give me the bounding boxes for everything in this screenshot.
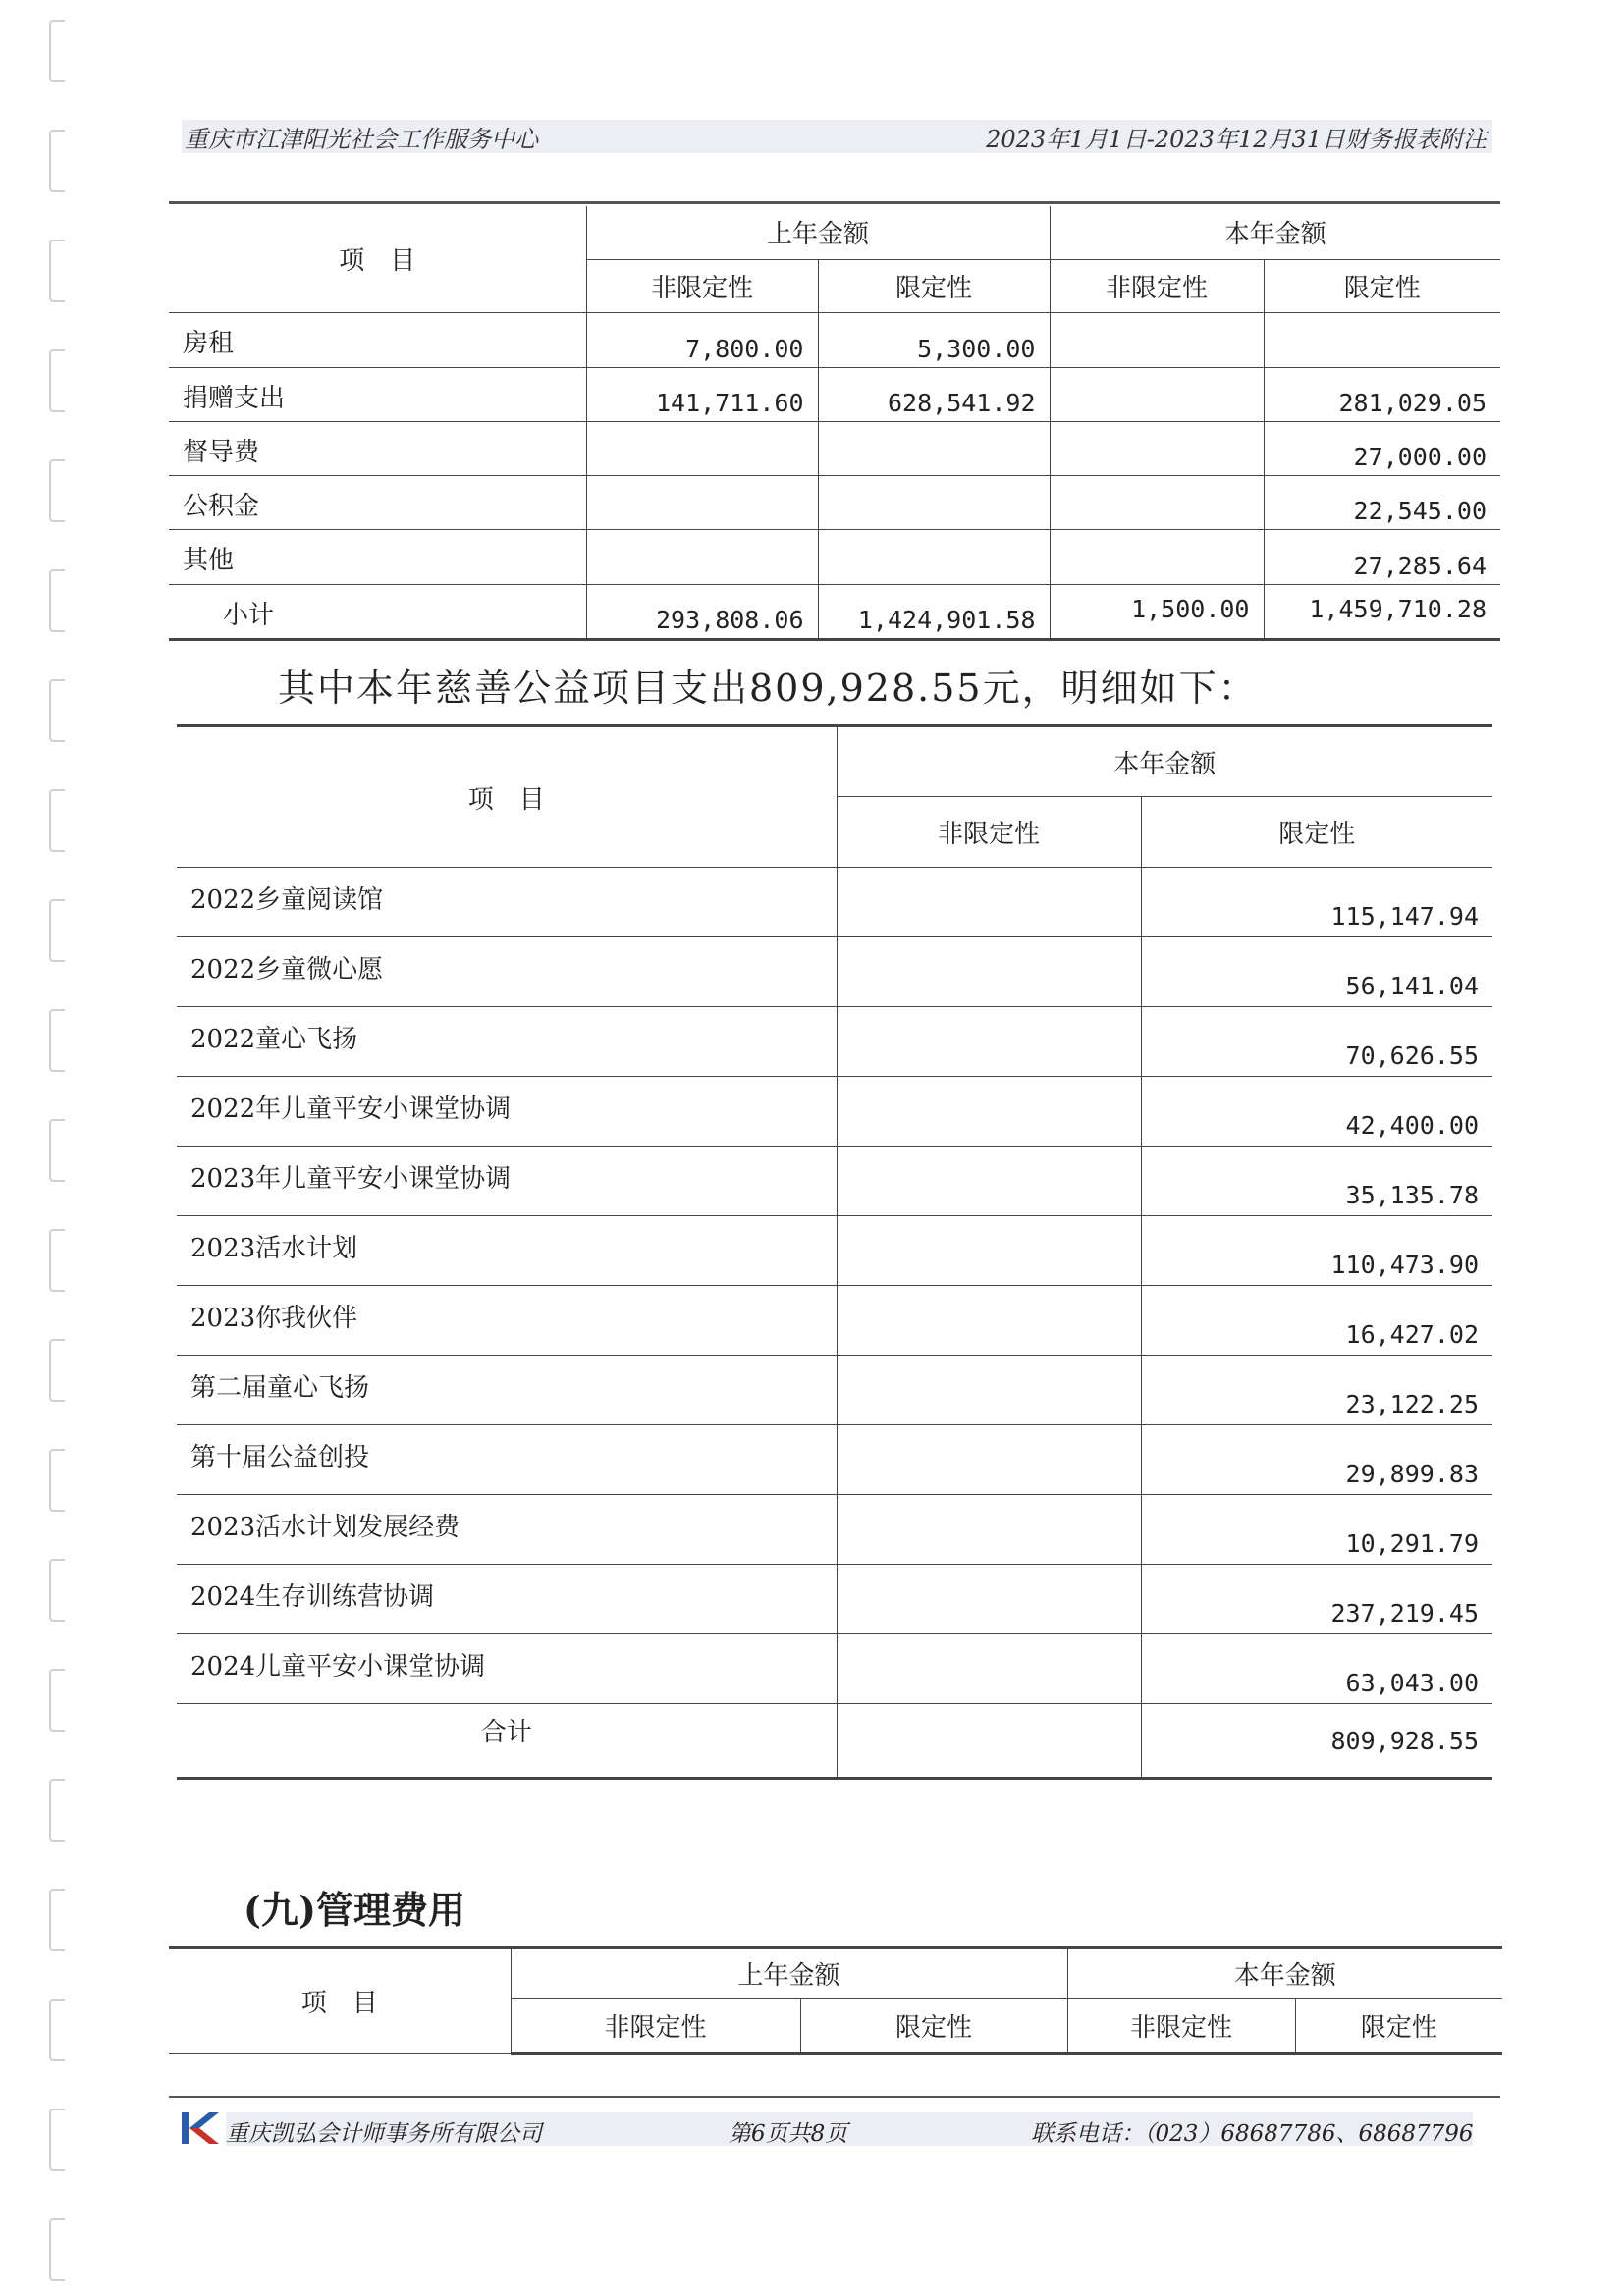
table-row (177, 1007, 1492, 1077)
admin-expense-table (169, 1946, 1502, 2055)
binding-hole (49, 240, 65, 302)
curr-nonrestricted-value (1050, 475, 1264, 529)
curr-restricted-value: 1,459,710.28 (1264, 584, 1500, 639)
table-row (169, 367, 1500, 421)
sub-curr-nonrestricted: 非限定性 (1067, 1999, 1295, 2054)
project-name: 2022乡童微心愿 (177, 937, 837, 1007)
table-row (169, 475, 1500, 529)
binding-hole (49, 1449, 65, 1512)
nonrestricted-value (837, 1495, 1141, 1565)
binding-hole (49, 1559, 65, 1622)
prev-restricted-value: 628,541.92 (818, 367, 1050, 421)
restricted-value: 237,219.45 (1141, 1565, 1492, 1634)
curr-nonrestricted-value (1050, 529, 1264, 584)
curr-nonrestricted-value: 1,500.00 (1050, 584, 1264, 639)
restricted-value: 16,427.02 (1141, 1286, 1492, 1356)
prev-nonrestricted-value: 293,808.06 (586, 584, 818, 639)
firm-logo-icon (180, 2110, 223, 2146)
binding-hole (49, 2109, 65, 2171)
restricted-value: 56,141.04 (1141, 937, 1492, 1007)
sub-restricted: 限定性 (1141, 797, 1492, 868)
binding-hole (49, 130, 65, 192)
binding-hole (49, 679, 65, 742)
col-item-header: 项 目 (177, 726, 837, 868)
row-label: 公积金 (169, 475, 586, 529)
col-item-header: 项 目 (169, 206, 586, 312)
subtotal-row (169, 584, 1500, 639)
prev-nonrestricted-value (586, 529, 818, 584)
project-name: 2022童心飞扬 (177, 1007, 837, 1077)
group-curr-year: 本年金额 (837, 726, 1492, 797)
binding-hole (49, 1119, 65, 1182)
nonrestricted-value (837, 1286, 1141, 1356)
prev-restricted-value (818, 475, 1050, 529)
footer-phone: 联系电话：（023）68687786、68687796 (1031, 2121, 1474, 2147)
nonrestricted-value (837, 1565, 1141, 1634)
sub-curr-restricted: 限定性 (1264, 259, 1500, 312)
restricted-value: 110,473.90 (1141, 1216, 1492, 1286)
binding-hole (49, 1669, 65, 1732)
sub-curr-nonrestricted: 非限定性 (1050, 259, 1264, 312)
binding-hole (49, 569, 65, 632)
table-row (177, 937, 1492, 1007)
sub-prev-nonrestricted: 非限定性 (511, 1999, 800, 2054)
total-label: 合计 (177, 1704, 837, 1779)
binding-hole (49, 1009, 65, 1072)
total-nonrestricted-value (837, 1704, 1141, 1779)
curr-restricted-value (1264, 312, 1500, 367)
table-row (169, 421, 1500, 475)
prev-restricted-value (818, 529, 1050, 584)
total-row (177, 1704, 1492, 1779)
binding-hole (49, 2218, 65, 2281)
prev-nonrestricted-value (586, 421, 818, 475)
binding-hole (49, 789, 65, 852)
project-name: 2022年儿童平安小课堂协调 (177, 1077, 837, 1147)
table-row (177, 1495, 1492, 1565)
group-curr-year: 本年金额 (1050, 206, 1500, 259)
table-row (177, 1077, 1492, 1147)
binding-hole (49, 1889, 65, 1951)
subtotal-label: 小计 (169, 584, 586, 639)
sub-prev-restricted: 限定性 (800, 1999, 1067, 2054)
binding-hole (49, 20, 65, 82)
sub-prev-restricted: 限定性 (818, 259, 1050, 312)
project-name: 2023年儿童平安小课堂协调 (177, 1147, 837, 1216)
project-name: 2023活水计划 (177, 1216, 837, 1286)
table-row (169, 312, 1500, 367)
footer-company: 重庆凯弘会计师事务所有限公司 (226, 2121, 542, 2147)
prev-nonrestricted-value: 141,711.60 (586, 367, 818, 421)
curr-restricted-value: 27,000.00 (1264, 421, 1500, 475)
row-label: 捐赠支出 (169, 367, 586, 421)
nonrestricted-value (837, 937, 1141, 1007)
project-name: 第二届童心飞扬 (177, 1356, 837, 1425)
binding-hole (49, 349, 65, 412)
col-item-header: 项 目 (169, 1948, 511, 2054)
project-name: 第十届公益创投 (177, 1425, 837, 1495)
binding-hole (49, 1999, 65, 2061)
curr-restricted-value: 22,545.00 (1264, 475, 1500, 529)
group-prev-year: 上年金额 (511, 1948, 1067, 1999)
table-row (177, 868, 1492, 937)
table-row (177, 1634, 1492, 1704)
binding-hole (49, 459, 65, 522)
restricted-value: 115,147.94 (1141, 868, 1492, 937)
table-row (177, 1356, 1492, 1425)
nonrestricted-value (837, 1007, 1141, 1077)
nonrestricted-value (837, 1216, 1141, 1286)
curr-restricted-value: 27,285.64 (1264, 529, 1500, 584)
restricted-value: 35,135.78 (1141, 1147, 1492, 1216)
row-label: 其他 (169, 529, 586, 584)
binding-hole (49, 1779, 65, 1842)
header-rule (169, 201, 1500, 204)
nonrestricted-value (837, 1356, 1141, 1425)
section-title: (九)管理费用 (244, 1888, 465, 1932)
binding-hole (49, 899, 65, 962)
header-period: 2023年1月1日-2023年12月31日财务报表附注 (986, 126, 1487, 153)
project-name: 2024生存训练营协调 (177, 1565, 837, 1634)
binding-hole (49, 1229, 65, 1292)
restricted-value: 10,291.79 (1141, 1495, 1492, 1565)
footer-page-number: 第6页共8页 (729, 2121, 848, 2147)
restricted-value: 63,043.00 (1141, 1634, 1492, 1704)
sub-prev-nonrestricted: 非限定性 (586, 259, 818, 312)
table-row (169, 529, 1500, 584)
nonrestricted-value (837, 868, 1141, 937)
project-name: 2023活水计划发展经费 (177, 1495, 837, 1565)
expense-table (169, 206, 1500, 641)
curr-restricted-value: 281,029.05 (1264, 367, 1500, 421)
prev-restricted-value (818, 421, 1050, 475)
row-label: 督导费 (169, 421, 586, 475)
table-row (177, 1565, 1492, 1634)
prev-nonrestricted-value: 7,800.00 (586, 312, 818, 367)
row-label: 房租 (169, 312, 586, 367)
prev-restricted-value: 1,424,901.58 (818, 584, 1050, 639)
prev-nonrestricted-value (586, 475, 818, 529)
table-row (177, 1286, 1492, 1356)
table-row (177, 1216, 1492, 1286)
sub-nonrestricted: 非限定性 (837, 797, 1141, 868)
charity-summary-sentence: 其中本年慈善公益项目支出809,928.55元，明细如下： (278, 667, 1258, 710)
nonrestricted-value (837, 1077, 1141, 1147)
header-organization: 重庆市江津阳光社会工作服务中心 (185, 126, 538, 153)
curr-nonrestricted-value (1050, 421, 1264, 475)
total-restricted-value: 809,928.55 (1141, 1704, 1492, 1779)
group-curr-year: 本年金额 (1067, 1948, 1502, 1999)
restricted-value: 29,899.83 (1141, 1425, 1492, 1495)
nonrestricted-value (837, 1634, 1141, 1704)
nonrestricted-value (837, 1425, 1141, 1495)
group-prev-year: 上年金额 (586, 206, 1050, 259)
project-name: 2023你我伙伴 (177, 1286, 837, 1356)
curr-nonrestricted-value (1050, 312, 1264, 367)
prev-restricted-value: 5,300.00 (818, 312, 1050, 367)
restricted-value: 23,122.25 (1141, 1356, 1492, 1425)
nonrestricted-value (837, 1147, 1141, 1216)
binding-hole (49, 1339, 65, 1402)
sub-curr-restricted: 限定性 (1295, 1999, 1502, 2054)
table-row (177, 1147, 1492, 1216)
table-row (177, 1425, 1492, 1495)
project-name: 2024儿童平安小课堂协调 (177, 1634, 837, 1704)
charity-project-table (177, 724, 1492, 1780)
restricted-value: 70,626.55 (1141, 1007, 1492, 1077)
restricted-value: 42,400.00 (1141, 1077, 1492, 1147)
project-name: 2022乡童阅读馆 (177, 868, 837, 937)
footer-rule (169, 2096, 1500, 2098)
curr-nonrestricted-value (1050, 367, 1264, 421)
